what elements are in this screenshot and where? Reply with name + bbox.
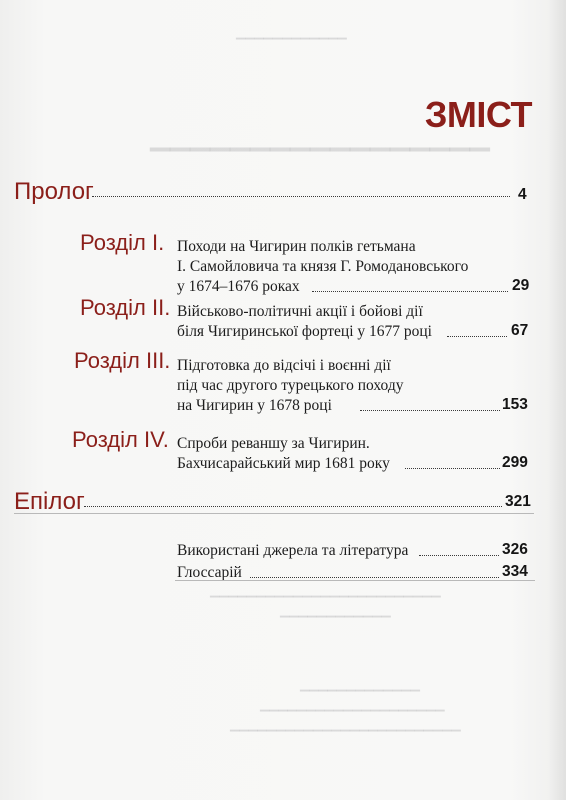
chapter-1-heading[interactable]: Розділ І. <box>80 230 165 255</box>
page-edge-shadow <box>548 0 566 800</box>
prologue-page-number: 4 <box>518 186 527 203</box>
chapter-4-title-line: Спроби реваншу за Чигирин. <box>177 435 370 452</box>
chapter-1-page-number: 29 <box>512 277 530 294</box>
section-divider <box>175 580 535 581</box>
chapter-2-title-line: Військово-політичні акції і бойові дії <box>177 303 423 320</box>
chapter-2-heading[interactable]: Розділ ІІ. <box>80 295 171 320</box>
chapter-1-title-line: Походи на Чигирин полків гетьмана <box>177 238 416 255</box>
bleed-through-text: ▔▔▔▔▔▔▔▔▔▔▔▔▔ <box>300 690 420 704</box>
chapter-4-title-line: Бахчисарайський мир 1681 року <box>177 455 390 472</box>
chapter-2-page-number: 67 <box>511 322 529 339</box>
dot-leader <box>312 291 508 292</box>
bleed-through-text: ▔▔▔▔▔▔▔▔▔▔▔▔▔▔▔▔▔▔▔▔▔▔▔▔▔ <box>210 596 441 610</box>
epilogue-page-number: 321 <box>505 493 531 510</box>
chapter-3-heading[interactable]: Розділ ІІІ. <box>74 348 171 373</box>
chapter-4-heading[interactable]: Розділ ІV. <box>72 427 169 452</box>
chapter-1-title-line: І. Самойловича та князя Г. Ромодановського <box>177 258 469 275</box>
chapter-3-title-line: Підготовка до відсічі і воєнні дії <box>177 357 391 374</box>
dot-leader <box>405 468 500 469</box>
glossary-page-number: 334 <box>502 563 528 580</box>
dot-leader <box>92 196 510 197</box>
chapter-1-title-line: у 1674–1676 роках <box>177 278 300 295</box>
chapter-3-title-line: під час другого турецького походу <box>177 377 404 394</box>
dot-leader <box>419 555 499 556</box>
epilogue-heading[interactable]: Епілог <box>14 488 85 515</box>
sources-entry[interactable]: Використані джерела та література <box>177 542 409 559</box>
sources-page-number: 326 <box>502 541 528 558</box>
bleed-through-text: ▔▔▔▔▔▔▔▔▔▔▔▔ <box>236 38 347 52</box>
dot-leader <box>360 410 500 411</box>
prologue-heading[interactable]: Пролог <box>14 178 94 205</box>
bleed-through-text: ▔▔▔▔▔▔▔▔▔▔▔▔ <box>280 616 391 630</box>
bleed-through-text: ▔▔▔▔▔▔▔▔▔▔▔▔▔▔▔▔▔▔▔▔▔▔▔▔▔ <box>230 730 461 744</box>
dot-leader <box>250 577 499 578</box>
chapter-4-page-number: 299 <box>502 454 528 471</box>
chapter-3-title-line: на Чигирин у 1678 році <box>177 397 332 414</box>
bleed-through-text: ▔▔▔▔▔▔▔▔▔▔▔▔▔▔▔▔▔▔▔▔ <box>260 710 445 724</box>
bleed-through-text: ▁▁▁▁▁▁▁▁▁▁▁▁▁▁▁▁▁ <box>150 122 490 151</box>
glossary-entry[interactable]: Глоссарій <box>177 564 242 581</box>
section-divider <box>14 513 534 514</box>
dot-leader <box>447 336 507 337</box>
chapter-2-title-line: біля Чигиринської фортеці у 1677 році <box>177 323 432 340</box>
page-title: ЗМІСТ <box>424 94 532 135</box>
dot-leader <box>84 506 502 507</box>
chapter-3-page-number: 153 <box>502 396 528 413</box>
